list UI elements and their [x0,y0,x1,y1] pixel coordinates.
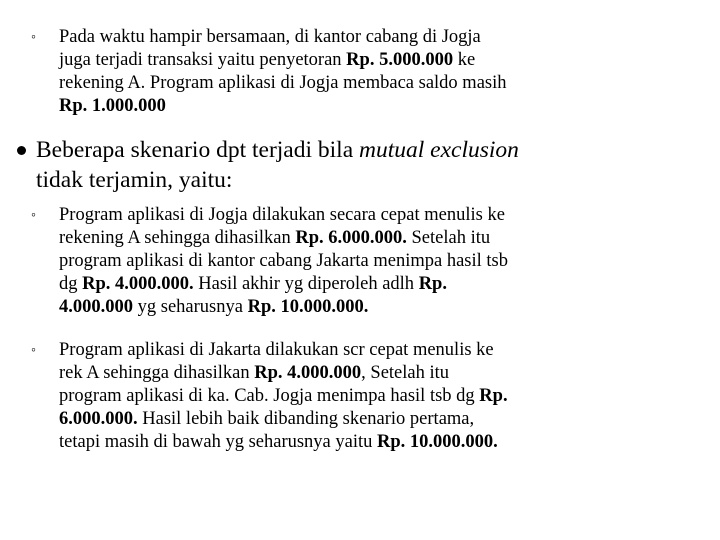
text-line: Pada waktu hampir bersamaan, di kantor cabang di Jogja [59,27,481,47]
sub-paragraph-scenario-1 [59,204,659,319]
text-line: 6.000.000. Hasil lebih baik dibanding skenario pertama, [59,409,475,429]
text-line: Beberapa skenario dpt terjadi bila mutual exclusion [36,137,519,163]
main-bullet-dot [17,146,26,155]
text-line: dg Rp. 4.000.000. Hasil akhir yg diperoleh adlh Rp. [59,274,447,294]
text-line: rekening A. Program aplikasi di Jogja membaca saldo masih [59,73,507,93]
sub-paragraph-scenario-2 [59,339,659,454]
text-line: tetapi masih di bawah yg seharusnya yaitu Rp. 10.000.000. [59,432,498,452]
text-line: program aplikasi di ka. Cab. Jogja menimpa hasil tsb dg Rp. [59,386,508,406]
text-line: Program aplikasi di Jakarta dilakukan scr cepat menulis ke [59,340,494,360]
text-line: 4.000.000 yg seharusnya Rp. 10.000.000. [59,297,369,317]
text-line: program aplikasi di kantor cabang Jakarta menimpa hasil tsb [59,251,509,271]
text-line: Program aplikasi di Jogja dilakukan secara cepat menulis ke [59,205,505,225]
text-line: rekening A sehingga dihasilkan Rp. 6.000.000. Setelah itu [59,228,491,248]
text-line: juga terjadi transaksi yaitu penyetoran Rp. 5.000.000 ke [59,50,476,70]
text-line: tidak terjamin, yaitu: [36,167,233,193]
sub-bullet-marker: ◦ [31,30,36,45]
sub-bullet-marker: ◦ [31,343,36,358]
main-paragraph-scenarios [36,135,676,195]
sub-bullet-marker: ◦ [31,208,36,223]
sub-paragraph-jogja-deposit [59,26,659,118]
text-line: rek A sehingga dihasilkan Rp. 4.000.000, Setelah itu [59,363,450,383]
text-line: Rp. 1.000.000 [59,96,166,116]
